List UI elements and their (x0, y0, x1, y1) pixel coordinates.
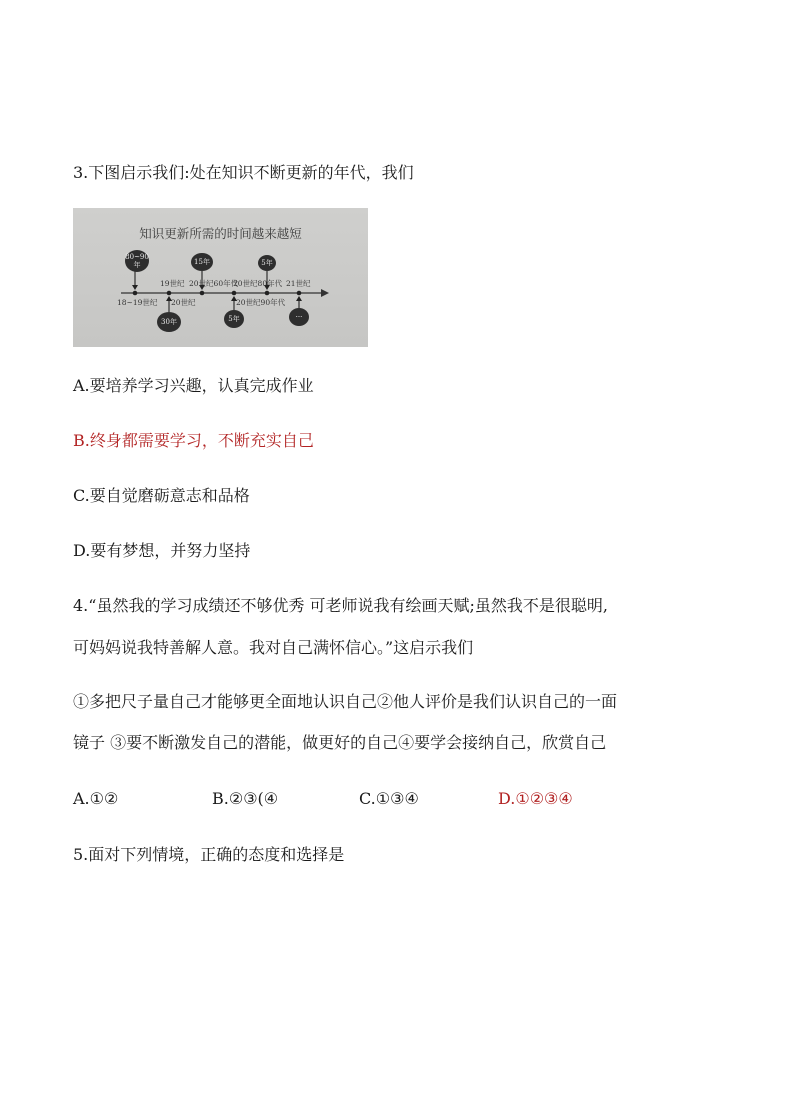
timeline-dot (297, 291, 302, 296)
timeline-dot (265, 291, 270, 296)
q3-option-c: C.要自觉磨砺意志和品格 (73, 486, 250, 505)
q4-option-c: C.①③④ (359, 789, 419, 808)
timeline-dot (167, 291, 172, 296)
knowledge-update-figure (73, 208, 368, 347)
question-3-stem: 3.下图启示我们:处在知识不断更新的年代，我们 (73, 163, 414, 182)
question-4-stem-line-1: 4.“虽然我的学习成绩还不够优秀 可老师说我有绘画天赋;虽然我不是很聪明, (73, 596, 609, 615)
bubble-top-3: 5年 (258, 255, 276, 271)
figure-title: 知识更新所需的时间越来越短 (139, 226, 302, 241)
timeline-dot (200, 291, 205, 296)
q4-option-d-answer: D.①②③④ (498, 789, 573, 808)
label-19th-century: 19世纪 (160, 279, 185, 288)
question-4-stem-line-2: 可妈妈说我特善解人意。我对自己满怀信心。”这启示我们 (73, 638, 474, 657)
timeline-dot (232, 291, 237, 296)
bubble-bottom-2: 5年 (224, 310, 244, 328)
timeline-arrowhead (321, 289, 329, 297)
bubble-top-1: 80~90年 (125, 250, 149, 272)
label-20th-century: 20世纪 (171, 298, 196, 307)
label-1960s: 20世纪60年代 (189, 279, 239, 288)
label-18-19th-century: 18~19世纪 (117, 298, 158, 307)
label-1980s: 20世纪80年代 (233, 279, 283, 288)
q3-option-a: A.要培养学习兴趣，认真完成作业 (73, 376, 314, 395)
q3-option-b-answer: B.终身都需要学习，不断充实自己 (73, 431, 314, 450)
q3-option-d: D.要有梦想，并努力坚持 (73, 541, 251, 560)
label-1990s: 20世纪90年代 (236, 298, 286, 307)
bubble-bottom-3: ··· (289, 308, 309, 326)
bubble-bottom-1: 30年 (157, 312, 181, 332)
bubble-top-2: 15年 (191, 253, 213, 271)
label-21st-century: 21世纪 (286, 279, 311, 288)
q4-option-a: A.①② (73, 789, 119, 808)
question-4-statements-line-2: 镜子 ③要不断激发自己的潜能，做更好的自己④要学会接纳自己，欣赏自己 (73, 733, 607, 752)
question-5-stem: 5.面对下列情境，正确的态度和选择是 (73, 845, 345, 864)
timeline-dot (133, 291, 138, 296)
q4-option-b: B.②③(④ (212, 789, 279, 808)
question-4-statements-line-1: ①多把尺子量自己才能够更全面地认识自己②他人评价是我们认识自己的一面 (73, 692, 618, 711)
